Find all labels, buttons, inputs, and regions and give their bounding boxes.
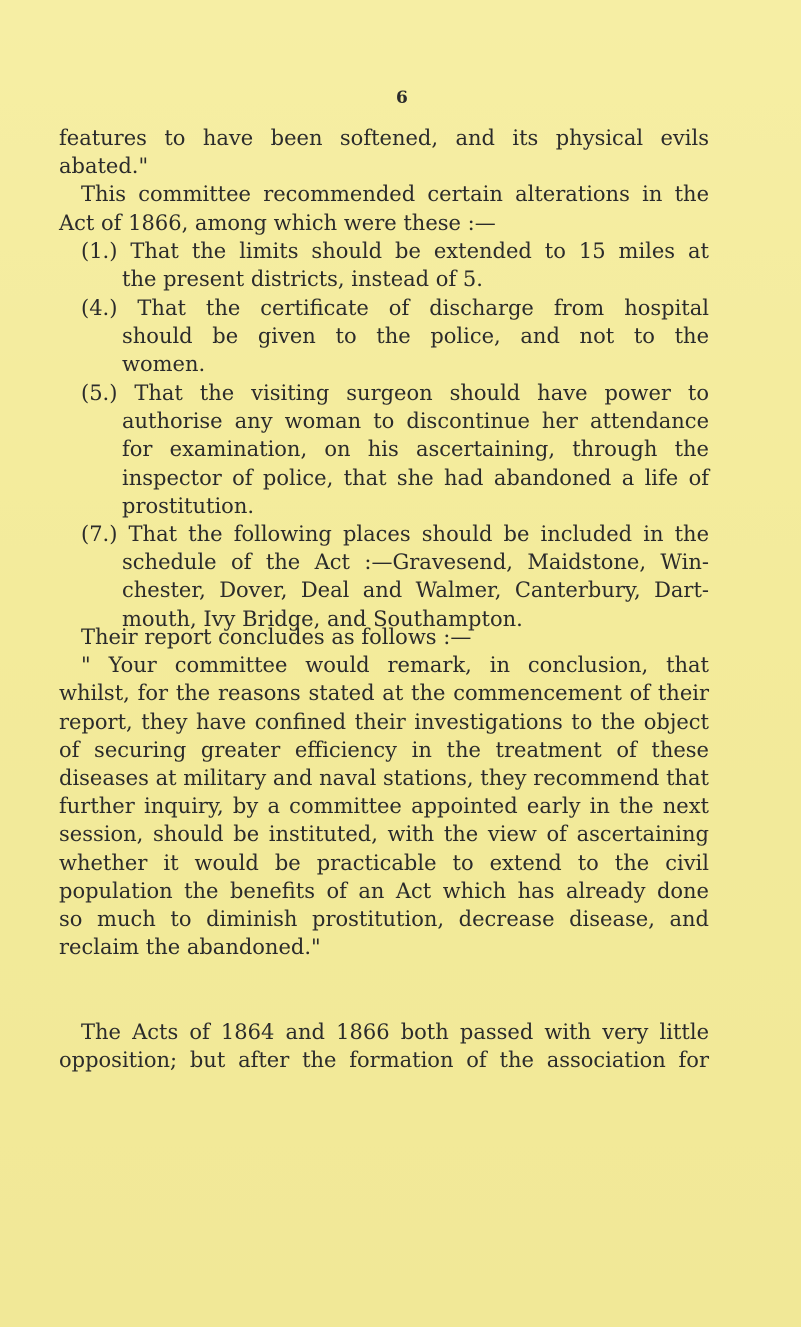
- text-line: (4.) That the certificate of discharge from hospital: [81, 296, 709, 320]
- text-line: for examination, on his ascertaining, through the: [122, 437, 709, 462]
- text-line: The Acts of 1864 and 1866 both passed with very little: [81, 1020, 709, 1044]
- text-line: of securing greater efficiency in the treatment of these: [59, 737, 709, 762]
- text-line: session, should be instituted, with the view of ascertaining: [59, 822, 709, 847]
- text-line: Act of 1866, among which were these :—: [59, 210, 496, 235]
- recommendation-item-1: [59, 237, 709, 293]
- text-line: further inquiry, by a committee appointed early in the next: [59, 794, 709, 819]
- page-number: 6: [396, 88, 408, 108]
- text-line: abated.": [59, 154, 149, 179]
- text-line: whilst, for the reasons stated at the commencement of their: [59, 681, 709, 706]
- paragraph-report-conclusion: [59, 623, 709, 961]
- text-line: chester, Dover, Deal and Walmer, Canterbury, Dart-: [122, 578, 709, 603]
- text-line: mouth, Ivy Bridge, and Southampton.: [122, 606, 523, 631]
- text-line: features to have been softened, and its physical evils: [59, 126, 709, 150]
- text-line: (7.) That the following places should be included in the: [81, 522, 709, 546]
- recommendation-item-5: [59, 379, 709, 520]
- text-line: the present districts, instead of 5.: [122, 267, 483, 292]
- paragraph-committee-intro: [59, 124, 709, 237]
- text-line: Their report concludes as follows :—: [81, 625, 472, 649]
- text-line: " Your committee would remark, in conclusion, that: [81, 653, 709, 678]
- text-line: authorise any woman to discontinue her attendance: [122, 409, 709, 434]
- recommendation-item-7: [59, 520, 709, 633]
- text-line: population the benefits of an Act which has already done: [59, 878, 709, 903]
- text-line: inspector of police, that she had abandoned a life of: [122, 465, 709, 490]
- text-line: diseases at military and naval stations, they recommend that: [59, 765, 709, 790]
- text-line: This committee recommended certain alterations in the: [81, 182, 709, 207]
- text-line: reclaim the abandoned.": [59, 935, 321, 960]
- text-line: prostitution.: [122, 493, 255, 518]
- text-line: (1.) That the limits should be extended to 15 miles at: [81, 239, 709, 263]
- text-line: whether it would be practicable to extend to the civil: [59, 850, 709, 875]
- text-line: report, they have confined their investigations to the object: [59, 709, 709, 734]
- text-line: should be given to the police, and not to the: [122, 324, 709, 349]
- text-line: women.: [122, 352, 206, 377]
- recommendation-item-4: [59, 294, 709, 379]
- text-line: schedule of the Act :—Gravesend, Maidstone, Win-: [122, 550, 709, 575]
- text-line: so much to diminish prostitution, decrease disease, and: [59, 906, 709, 931]
- paragraph-acts-passed: [59, 1018, 709, 1074]
- text-line: opposition; but after the formation of the association for: [59, 1048, 709, 1073]
- text-line: (5.) That the visiting surgeon should have power to: [81, 381, 709, 405]
